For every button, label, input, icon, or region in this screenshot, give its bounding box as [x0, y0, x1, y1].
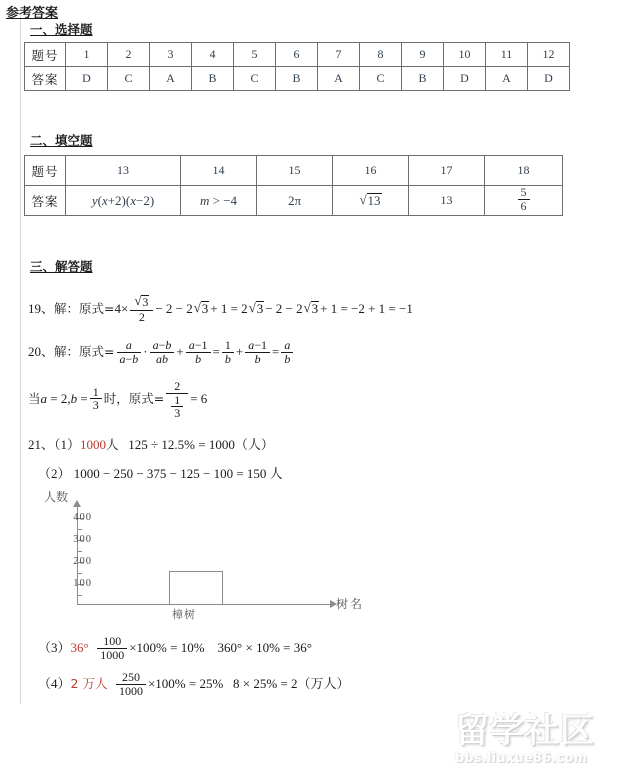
part4-frac-den: 1000 [116, 684, 146, 698]
margin-guide-line [20, 14, 21, 704]
chart-bar-zhangshu [169, 571, 223, 605]
table-cell: 14 [181, 156, 257, 186]
table-cell: C [360, 67, 402, 91]
fill-answer-table [24, 155, 563, 216]
table-cell: D [444, 67, 486, 91]
row-label-answer: 答案 [25, 67, 66, 91]
table-cell: 10 [444, 43, 486, 67]
table-cell: 11 [486, 43, 528, 67]
part-label-1: （1） [54, 437, 81, 452]
table-cell: B [402, 67, 444, 91]
part3-frac-num: 100 [103, 634, 122, 648]
y-tick-label-100: 100 [73, 578, 92, 589]
y-tick-label-200: 200 [73, 556, 92, 567]
table-cell: 16 [333, 156, 409, 186]
table-cell: 7 [318, 43, 360, 67]
table-cell: B [192, 67, 234, 91]
part3-work-mid: ×100% = 10% [129, 640, 205, 656]
table-cell-answer-16: √ 13 [333, 186, 409, 216]
part-label-4: （4） [38, 676, 71, 692]
y-tick-minor-150 [78, 573, 82, 574]
solution-20-expression: $\frac{a}{a-b}$ · $\frac{a-b}{ab}$ + $\frac{a-1}{b}$ = $\frac{1}{b}$ + $\frac{a-1}{b}$ = $\frac{a}{b}$ [115, 344, 296, 359]
table-cell: 4 [192, 43, 234, 67]
part3-work-tail: 360° × 10% = 36° [217, 640, 312, 656]
table-cell: 9 [402, 43, 444, 67]
table-cell: 1 [66, 43, 108, 67]
table-cell-answer-13: y(x+2)(x−2) [66, 186, 181, 216]
table-row-answers [25, 186, 563, 216]
table-cell: 3 [150, 43, 192, 67]
solution-19-expression: 4× √ $\frac{3}{2}$ − 2 − 2 √ 3 + 1 = 2 √ 3 − 2 − 2 √ 3 + 1 = −2 + 1 = −1 [115, 301, 413, 316]
table-cell: A [150, 67, 192, 91]
solution-21-part4 [38, 672, 350, 698]
table-cell: D [66, 67, 108, 91]
table-cell: 8 [360, 43, 402, 67]
watermark-brand: 留学社区 [455, 711, 595, 751]
table-cell: 15 [257, 156, 333, 186]
page-title: 参考答案 [6, 6, 59, 21]
table-cell-answer-18: $\frac{5}{6}$ [485, 186, 563, 216]
x-axis-arrow-icon [330, 600, 337, 608]
solution-19 [28, 296, 413, 324]
watermark-url: bbs.liuxue86.com [455, 751, 588, 766]
table-cell: 13 [66, 156, 181, 186]
solution-21-number: 21、 [28, 437, 55, 452]
solution-20-number: 20、 [28, 344, 55, 360]
solution-20-line2: 当a = 2,b = $\frac{1}{3}$ 时，原式= $\frac{2}{\frac{1}{3}}$ = 6 [28, 379, 208, 421]
part-work-1: 125 ÷ 12.5% = 1000（人） [128, 437, 274, 452]
row-label-answer: 答案 [25, 186, 66, 216]
table-row-question-numbers [25, 43, 570, 67]
table-cell-answer-14: m > −4 [181, 186, 257, 216]
table-cell-answer-15: 2π [257, 186, 333, 216]
row-label-question: 题号 [25, 43, 66, 67]
table-cell: B [276, 67, 318, 91]
table-cell: 6 [276, 43, 318, 67]
table-row-answers [25, 67, 570, 91]
solution-20-lead: 解：原式= [54, 344, 115, 360]
part-answer-4: 2 万人 [70, 676, 108, 692]
part3-frac-den: 1000 [97, 648, 127, 662]
chart-x-axis-title: 树名 [336, 597, 365, 611]
table-cell: C [234, 67, 276, 91]
solution-21-part1 [28, 434, 274, 453]
part4-frac-num: 250 [121, 670, 140, 684]
table-cell: 12 [528, 43, 570, 67]
part-label-2: （2） [38, 466, 71, 481]
y-tick-minor-350 [78, 529, 82, 530]
solution-20 [28, 340, 295, 366]
chart-bar-label-zhangshu: 樟树 [172, 608, 196, 621]
solution-21-part2 [38, 463, 283, 482]
part4-work-tail: 8 × 25% = 2（万人） [233, 676, 350, 692]
section-heading-solve: 三、解答题 [30, 259, 93, 274]
table-row-question-numbers [25, 156, 563, 186]
section-heading-choice: 一、选择题 [30, 22, 93, 37]
solution-21-part3 [38, 636, 312, 662]
part-unit-1: 人 [106, 437, 119, 452]
y-tick-label-400: 400 [73, 512, 92, 523]
part-answer-1: 1000 [80, 437, 107, 452]
section-heading-fill: 二、填空题 [30, 133, 93, 148]
table-cell: 18 [485, 156, 563, 186]
y-tick-minor-50 [78, 595, 82, 596]
bar-chart [30, 488, 380, 623]
solution-19-number: 19、 [28, 301, 55, 317]
y-tick-minor-250 [78, 551, 82, 552]
table-cell: D [528, 67, 570, 91]
chart-y-axis-title: 人数 [44, 490, 69, 504]
part-label-3: （3） [38, 640, 71, 656]
part-work-2: 1000 − 250 − 375 − 125 − 100 = 150 人 [73, 466, 283, 481]
table-cell: 5 [234, 43, 276, 67]
table-cell-answer-17: 13 [409, 186, 485, 216]
watermark [455, 712, 615, 774]
table-cell: C [108, 67, 150, 91]
solution-19-lead: 解：原式= [54, 301, 115, 317]
part-answer-3: 36° [70, 640, 89, 656]
y-tick-label-300: 300 [73, 534, 92, 545]
table-cell: 2 [108, 43, 150, 67]
table-cell: 17 [409, 156, 485, 186]
table-cell: A [318, 67, 360, 91]
row-label-question: 题号 [25, 156, 66, 186]
part4-work-mid: ×100% = 25% [147, 676, 224, 692]
table-cell: A [486, 67, 528, 91]
choice-answer-table [24, 42, 570, 91]
